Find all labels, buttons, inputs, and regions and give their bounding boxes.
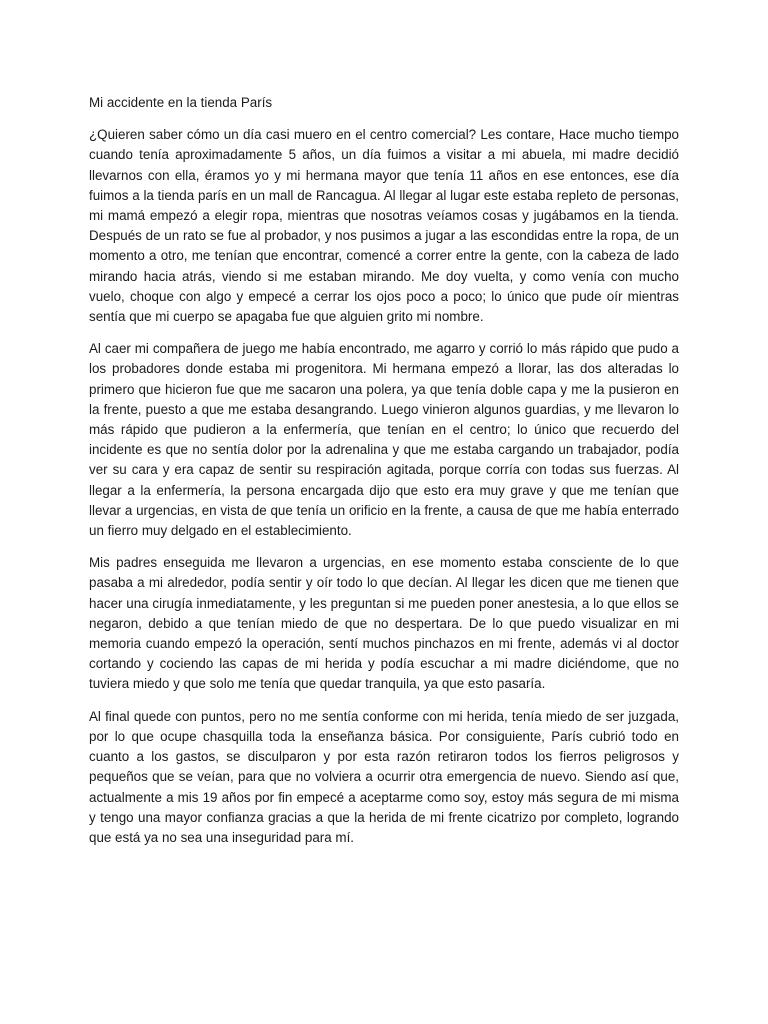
document-title: Mi accidente en la tienda París — [89, 95, 273, 110]
paragraph-2: Al caer mi compañera de juego me había encontrado, me agarro y corrió lo más rápido que pudo a los probadores donde estaba mi progenitora. Mi hermana empezó a llorar, las dos alteradas lo primero que hicieron fue que me sacaron una polera, ya que tenía doble capa y me la pusieron en la frente, puesto a que me estaba desangrando. Luego vinieron algunos guardias, y me llevaron lo más rápido que pudieron a la enfermería, que tenían en el centro; lo único que recuerdo del incidente es que no sentía dolor por la adrenalina y que me estaba cargando un trabajador, podía ver su cara y era capaz de sentir su respiración agitada, porque corría con todas sus fuerzas. Al llegar a la enfermería, la persona encargada dijo que esto era muy grave y que me tenían que llevar a urgencias, en vista de que tenía un orificio en la frente, a causa de que me había enterrado un fierro muy delgado en el establecimiento. — [89, 341, 679, 539]
paragraph-3: Mis padres enseguida me llevaron a urgencias, en ese momento estaba consciente de lo que pasaba a mi alrededor, podía sentir y oír todo lo que decían. Al llegar les dicen que me tienen que hacer una cirugía inmediatamente, y les preguntan si me pueden poner anestesia, a lo que ellos se negaron, debido a que tenían miedo de que no despertara. De lo que puedo visualizar en mi memoria cuando empezó la operación, sentí muchos pinchazos en mi frente, además vi al doctor cortando y cociendo las capas de mi herida y podía escuchar a mi madre diciéndome, que no tuviera miedo y que solo me tenía que quedar tranquila, ya que esto pasaría. — [89, 555, 679, 692]
document-body — [89, 93, 679, 860]
paragraph-4: Al final quede con puntos, pero no me sentía conforme con mi herida, tenía miedo de ser juzgada, por lo que ocupe chasquilla toda la enseñanza básica. Por consiguiente, París cubrió todo en cuanto a los gastos, se disculparon y por esta razón retiraron todos los fierros peligrosos y pequeños que se veían, para que no volviera a ocurrir otra emergencia de nuevo. Siendo así que, actualmente a mis 19 años por fin empecé a aceptarme como soy, estoy más segura de mi misma y tengo una mayor confianza gracias a que la herida de mi frente cicatrizo por completo, logrando que está ya no sea una inseguridad para mí. — [89, 708, 679, 845]
paragraph-1: ¿Quieren saber cómo un día casi muero en el centro comercial? Les contare, Hace mucho tiempo cuando tenía aproximadamente 5 años, un día fuimos a visitar a mi abuela, mi madre decidió llevarnos con ella, éramos yo y mi hermana mayor que tenía 11 años en ese entonces, ese día fuimos a la tienda parís en un mall de Rancagua. Al llegar al lugar este estaba repleto de personas, mi mamá empezó a elegir ropa, mientras que nosotras veíamos cosas y jugábamos en la tienda. Después de un rato se fue al probador, y nos pusimos a jugar a las escondidas entre la ropa, de un momento a otro, me tenían que encontrar, comencé a correr entre la gente, con la cabeza de lado mirando hacia atrás, viendo si me estaban mirando. Me doy vuelta, y como venía con mucho vuelo, choque con algo y empecé a cerrar los ojos poco a poco; lo único que pude oír mientras sentía que mi cuerpo se apagaba fue que alguien grito mi nombre. — [89, 127, 679, 325]
